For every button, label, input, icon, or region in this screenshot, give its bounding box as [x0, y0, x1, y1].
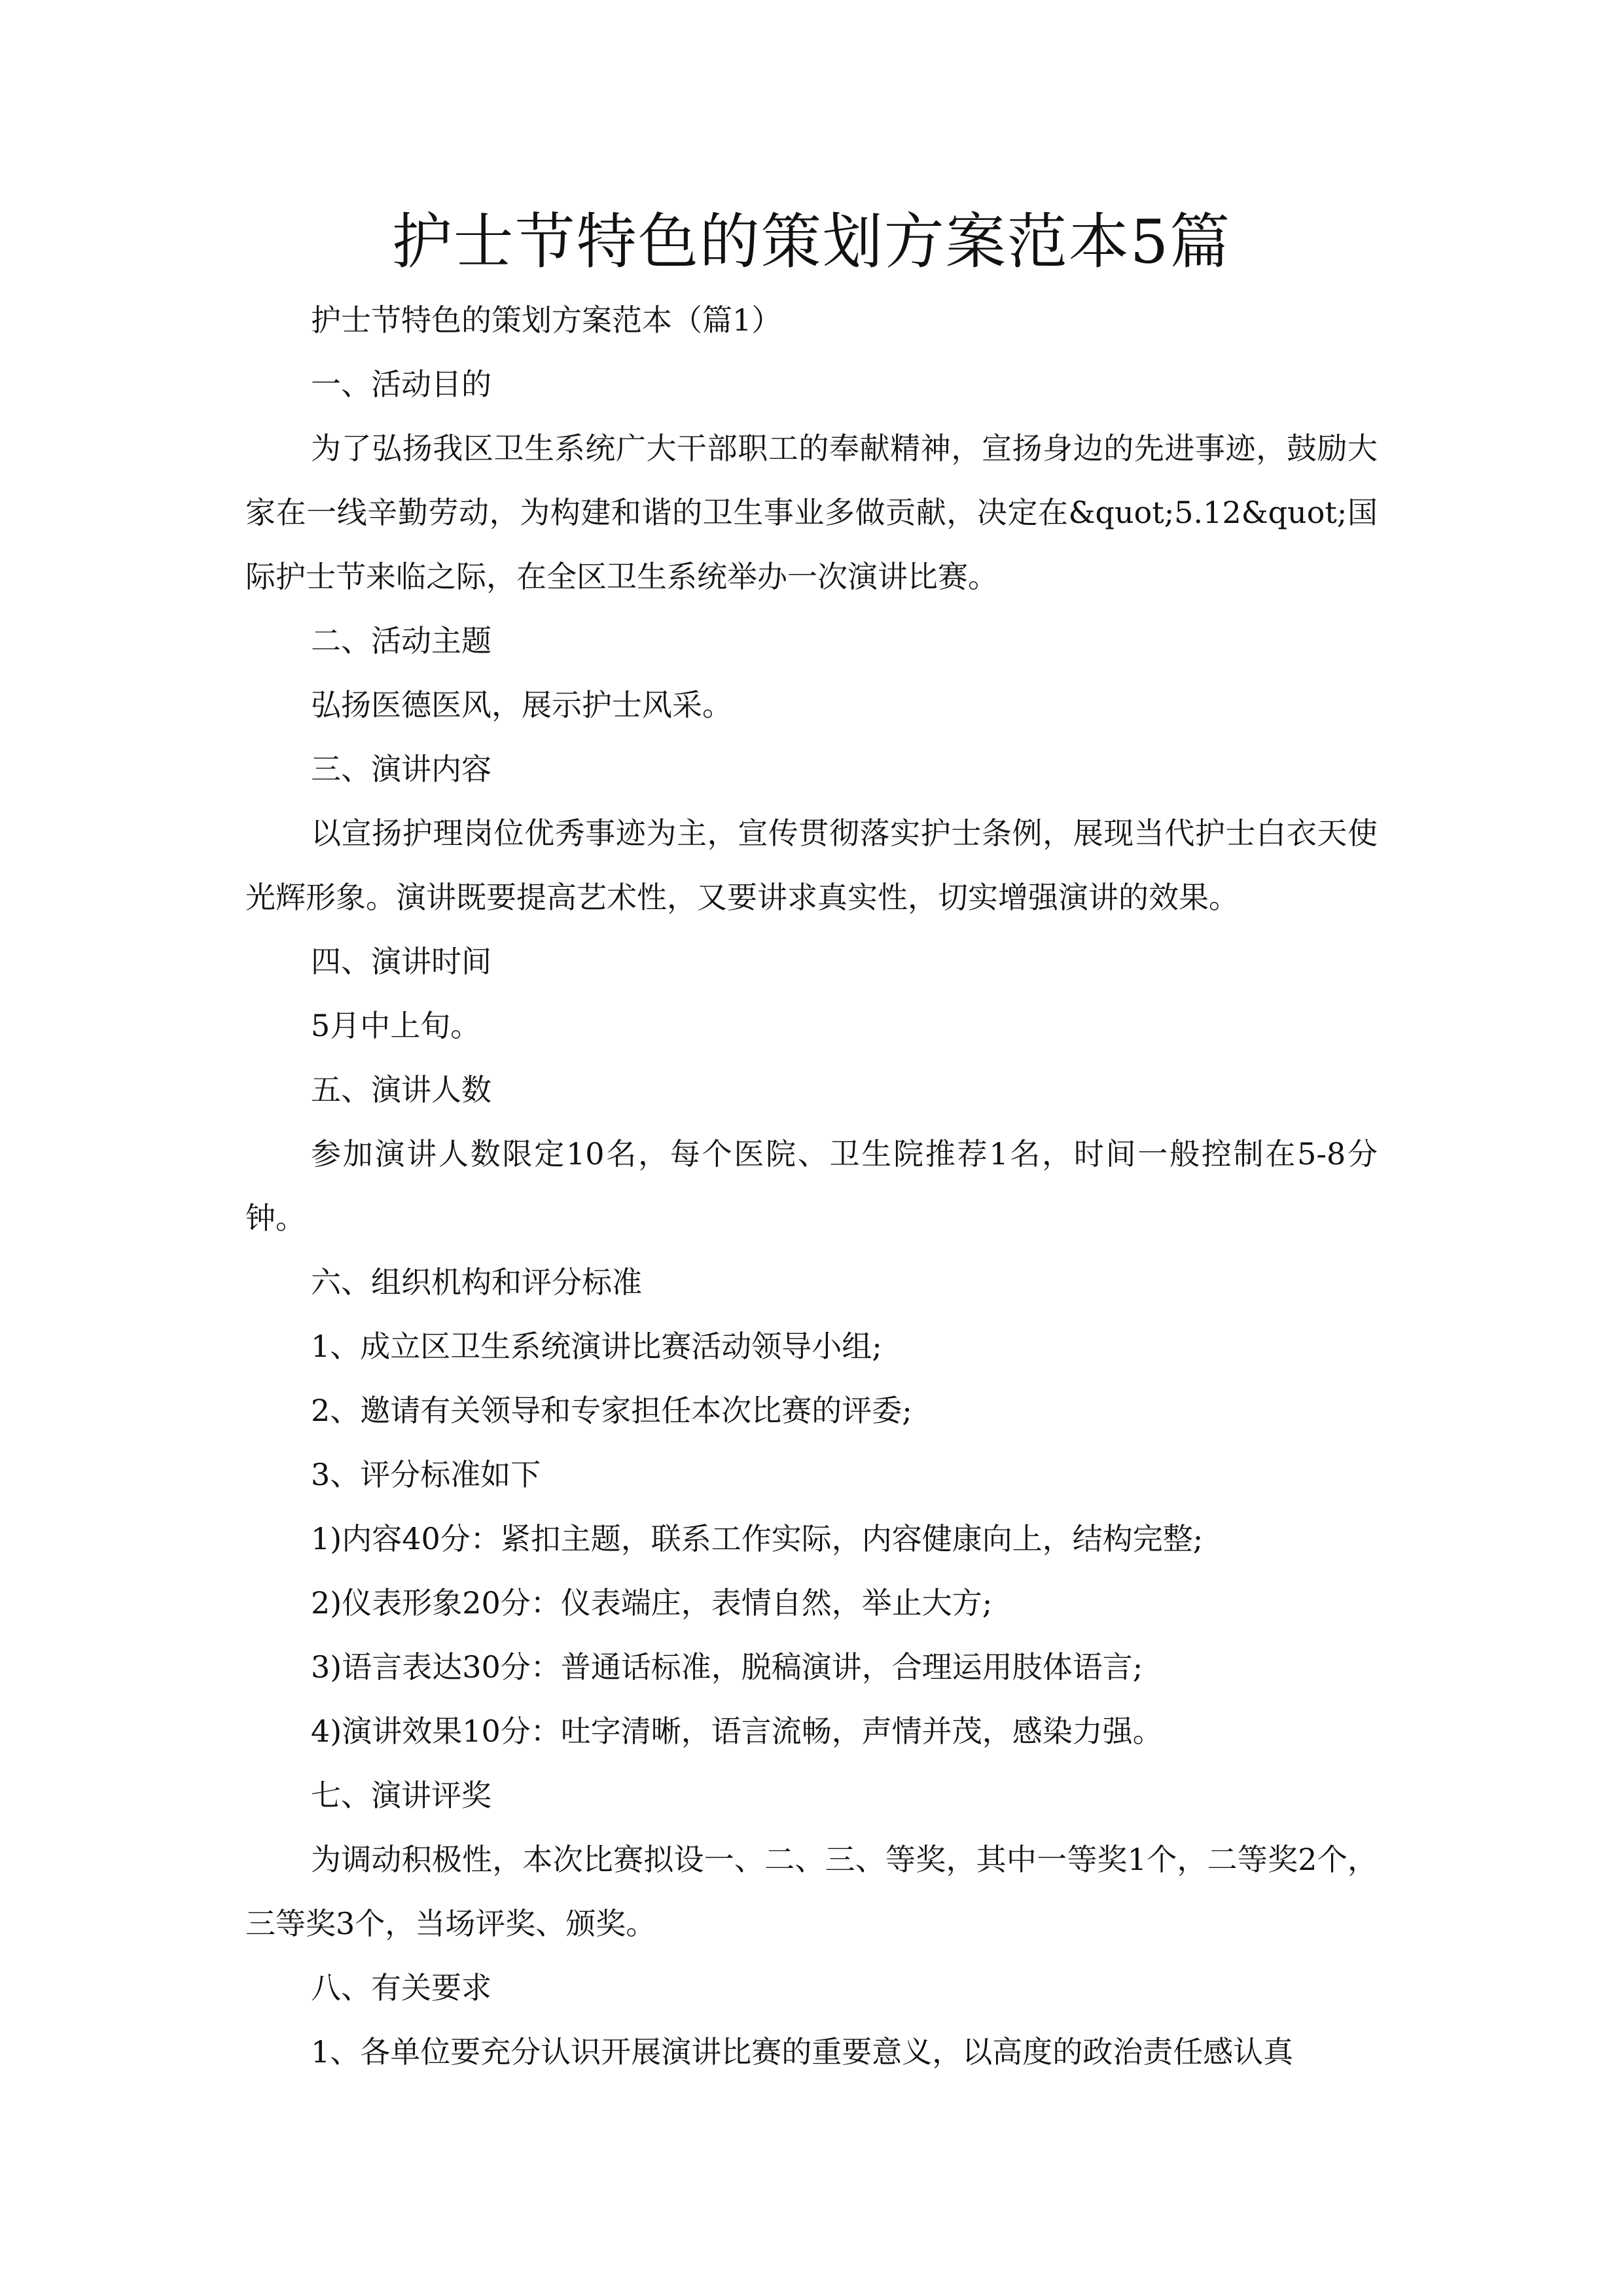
paragraph: 二、活动主题: [311, 623, 491, 658]
paragraph: 一、活动目的: [311, 367, 491, 402]
paragraph: 三、演讲内容: [311, 751, 491, 787]
document-title: 护士节特色的策划方案范本5篇: [391, 207, 1232, 277]
paragraph: 为了弘扬我区卫生系统广大干部职工的奉献精神，宣扬身边的先进事迹，鼓励大家在一线辛勤劳动，为构建和谐的卫生事业多做贡献，决定在&quot;5.12&quot;国际护士节来临之际，在全区卫生系统举办一次演讲比赛。: [245, 431, 1378, 594]
paragraph: 以宣扬护理岗位优秀事迹为主，宣传贯彻落实护士条例，展现当代护士白衣天使光辉形象。演讲既要提高艺术性，又要讲求真实性，切实增强演讲的效果。: [245, 816, 1378, 915]
paragraph: 为调动积极性，本次比赛拟设一、二、三、等奖，其中一等奖1个，二等奖2个，三等奖3个，当场评奖、颁奖。: [245, 1842, 1378, 1941]
paragraph: 2)仪表形象20分：仪表端庄，表情自然，举止大方;: [311, 1585, 993, 1621]
paragraph: 参加演讲人数限定10名，每个医院、卫生院推荐1名，时间一般控制在5-8分钟。: [245, 1136, 1378, 1236]
paragraph: 弘扬医德医风，展示护士风采。: [311, 687, 732, 723]
paragraph: 3、评分标准如下: [311, 1457, 541, 1492]
paragraph: 2、邀请有关领导和专家担任本次比赛的评委;: [311, 1393, 912, 1428]
paragraph: 八、有关要求: [311, 1970, 491, 2005]
paragraph: 六、组织机构和评分标准: [311, 1265, 642, 1300]
paragraph: 4)演讲效果10分：吐字清晰，语言流畅，声情并茂，感染力强。: [311, 1713, 1163, 1749]
paragraph: 3)语言表达30分：普通话标准，脱稿演讲，合理运用肢体语言;: [311, 1649, 1143, 1685]
paragraph: 护士节特色的策划方案范本（篇1）: [311, 302, 782, 338]
paragraph: 五、演讲人数: [311, 1072, 491, 1107]
paragraph: 1)内容40分：紧扣主题，联系工作实际，内容健康向上，结构完整;: [311, 1521, 1204, 1556]
paragraph: 四、演讲时间: [311, 944, 491, 979]
document-body: [245, 288, 1378, 2084]
paragraph: 七、演讲评奖: [311, 1778, 491, 1813]
paragraph: 5月中上旬。: [311, 1008, 481, 1043]
paragraph: 1、各单位要充分认识开展演讲比赛的重要意义，以高度的政治责任感认真: [311, 2034, 1294, 2070]
paragraph: 1、成立区卫生系统演讲比赛活动领导小组;: [311, 1329, 882, 1364]
